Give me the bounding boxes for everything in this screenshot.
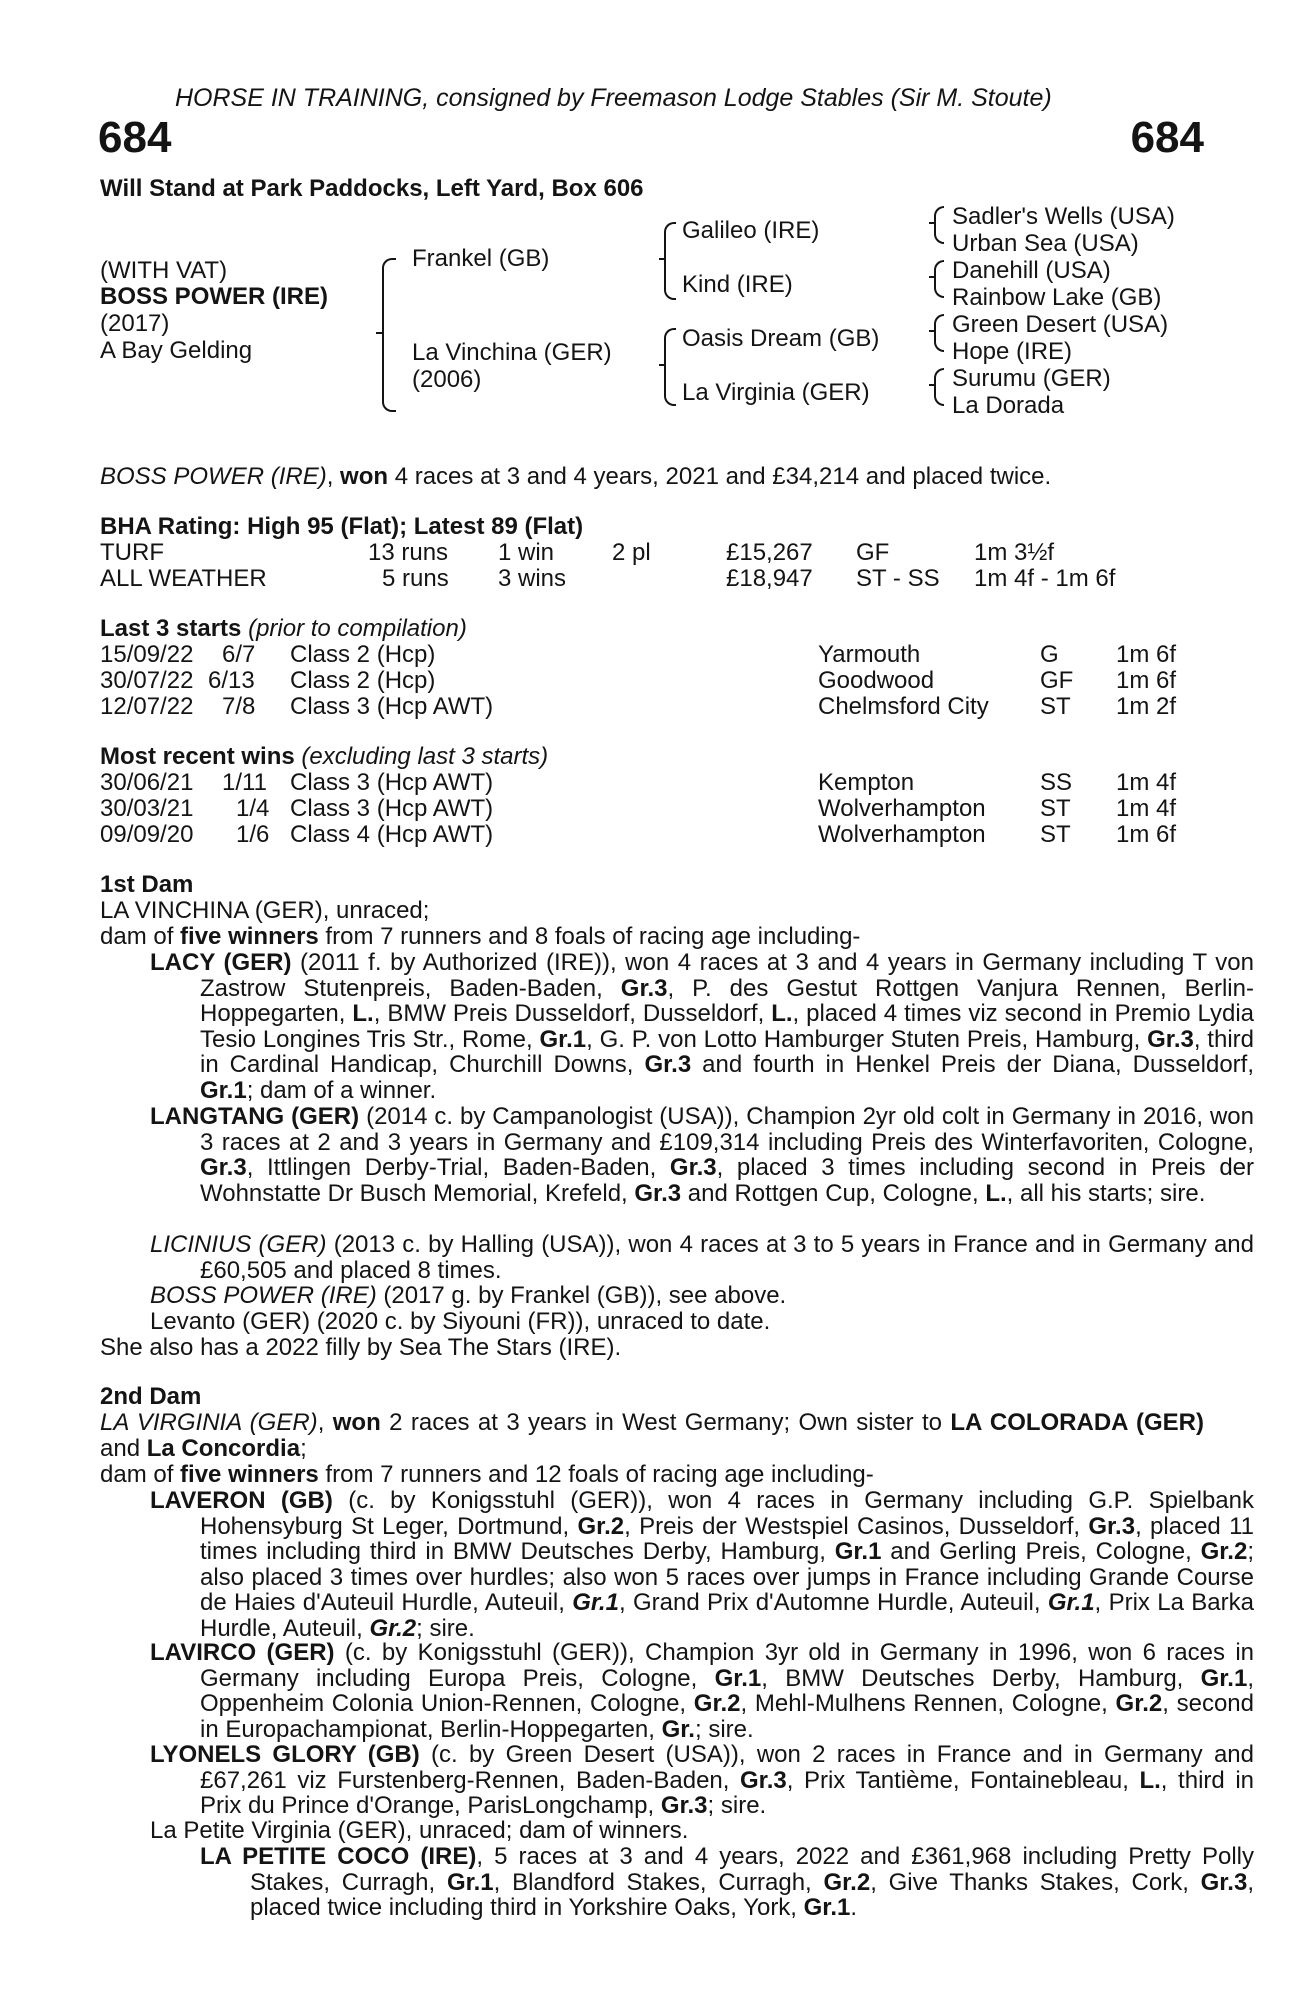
bha-surface: ALL WEATHER	[100, 565, 267, 592]
filly-note: She also has a 2022 filly by Sea The Stars (IRE).	[100, 1334, 622, 1361]
text: , third in Cardinal Handicap, Churchill Downs,	[200, 1025, 1254, 1079]
pedigree-g8: La Dorada	[952, 392, 1065, 419]
win-distance: 1m 4f	[1116, 795, 1177, 822]
grade: Gr.1	[1200, 1664, 1248, 1692]
text: , placed 11 times including third in BMW Deutsches Derby, Hamburg,	[200, 1512, 1254, 1566]
horse-name: BOSS POWER (IRE)	[100, 283, 329, 310]
grade: Gr.2	[693, 1690, 741, 1718]
produce-entry-licinius	[150, 1232, 1254, 1283]
grade: Gr.1	[714, 1664, 762, 1692]
text: ; sire.	[694, 1715, 754, 1743]
grade: Gr.3	[634, 1179, 682, 1207]
pedigree-bracket-sire	[664, 222, 676, 300]
text: , G. P. von Lotto Hamburger Stuten Preis, Hamburg,	[586, 1025, 1148, 1053]
text: , BMW Preis Dusseldorf, Dusseldorf,	[373, 1000, 772, 1028]
produce-name: LA PETITE COCO (IRE)	[200, 1843, 477, 1870]
text: , Grand Prix d'Automne Hurdle, Auteuil,	[618, 1589, 1048, 1617]
first-dam-name: LA VINCHINA (GER), unraced;	[100, 897, 430, 924]
text: (2011 f. by Authorized (IRE)), won 4 races at 3 and 4 years in Germany including T von Zastrow Stutenpreis, Baden-Baden,	[200, 949, 1254, 1002]
text: dam of	[100, 923, 181, 950]
grade: Gr.3	[740, 1766, 787, 1794]
grade: Gr.2	[369, 1614, 417, 1642]
start-date: 30/07/22	[100, 667, 194, 694]
produce-entry-levanto: Levanto (GER) (2020 c. by Siyouni (FR)), unraced to date.	[150, 1308, 771, 1335]
first-dam-produce-summary	[100, 924, 860, 950]
produce-entry-langtang	[150, 1104, 1254, 1206]
pedigree-g1: Sadler's Wells (USA)	[952, 203, 1175, 230]
win-course: Wolverhampton	[818, 821, 986, 848]
text: ; sire.	[707, 1792, 767, 1820]
bha-distance: 1m 4f - 1m 6f	[974, 565, 1116, 592]
produce-entry-la-petite-virginia: La Petite Virginia (GER), unraced; dam of winners.	[150, 1817, 689, 1844]
summary-horse-name: BOSS POWER (IRE)	[100, 463, 327, 490]
start-distance: 1m 2f	[1116, 693, 1177, 720]
race-summary: BOSS POWER (IRE), won 4 races at 3 and 4 years, 2021 and £34,214 and placed twice.	[100, 463, 1052, 490]
text: from 7 runners and 8 foals of racing age including-	[318, 923, 861, 950]
text: (c. by Green Desert (USA)), won 2 races in France and in Germany and £67,261 viz Furstenberg-Rennen, Baden-Baden,	[200, 1741, 1254, 1794]
win-going: ST	[1040, 795, 1071, 822]
start-going: G	[1040, 641, 1059, 668]
first-dam-title: 1st Dam	[100, 871, 194, 898]
grade: Gr.1	[1047, 1589, 1095, 1617]
last-starts-heading	[100, 616, 467, 642]
text: (2017 g. by Frankel (GB)), see above.	[376, 1282, 787, 1309]
lot-number-right: 684	[1130, 113, 1204, 162]
text: ; dam of a winner.	[246, 1076, 437, 1104]
produce-name: LYONELS GLORY (GB)	[150, 1741, 420, 1768]
start-position: 6/7	[222, 641, 256, 668]
bha-surface: TURF	[100, 539, 164, 566]
last-starts-note: (prior to compilation)	[241, 615, 467, 642]
second-dam-name: LA VIRGINIA (GER)	[100, 1409, 318, 1436]
pedigree-bracket-main	[382, 258, 396, 412]
win-distance: 1m 6f	[1116, 821, 1177, 848]
pedigree-g2: Urban Sea (USA)	[952, 230, 1139, 257]
grade: Gr.3	[1200, 1868, 1248, 1896]
bha-prize: £18,947	[726, 565, 813, 592]
start-date: 12/07/22	[100, 693, 194, 720]
start-class: Class 2 (Hcp)	[290, 667, 436, 694]
pedigree-bracket-sire-tip	[659, 258, 665, 260]
win-class: Class 3 (Hcp AWT)	[290, 769, 494, 796]
sister-name: LA COLORADA (GER)	[950, 1409, 1204, 1436]
second-dam-summary	[100, 1410, 1204, 1461]
grade: L.	[985, 1179, 1007, 1207]
pedigree-dam: La Vinchina (GER)	[412, 339, 612, 366]
pedigree-bracket-dam-tip	[659, 364, 665, 366]
grade: Gr.3	[669, 1154, 717, 1182]
second-dam-produce-summary	[100, 1462, 874, 1488]
grade: Gr.3	[1147, 1025, 1194, 1053]
grade: Gr.1	[803, 1894, 851, 1922]
bha-rating-title: BHA Rating: High 95 (Flat); Latest 89 (Flat)	[100, 513, 584, 540]
win-course: Wolverhampton	[818, 795, 986, 822]
text: ;	[300, 1434, 307, 1462]
text: , second in Europachampionat, Berlin-Hoppegarten,	[200, 1690, 1254, 1743]
produce-name: LACY (GER)	[150, 949, 292, 976]
win-class: Class 3 (Hcp AWT)	[290, 795, 494, 822]
start-date: 15/09/22	[100, 641, 194, 668]
text: , Preis der Westspiel Casinos, Dusseldorf,	[624, 1512, 1089, 1540]
bha-runs: 13 runs	[368, 539, 449, 566]
grade: Gr.1	[572, 1589, 619, 1617]
start-distance: 1m 6f	[1116, 641, 1177, 668]
win-going: SS	[1040, 769, 1073, 796]
text: (c. by Konigsstuhl (GER)), won 4 races in Germany including G.P. Spielbank Hohensyburg St Leger, Dortmund,	[200, 1487, 1254, 1540]
produce-entry-laveron	[150, 1488, 1254, 1642]
recent-wins-title: Most recent wins	[100, 743, 295, 770]
start-position: 7/8	[222, 693, 256, 720]
bha-prize: £15,267	[726, 539, 813, 566]
pedigree-g3: Danehill (USA)	[952, 257, 1111, 284]
win-course: Kempton	[818, 769, 915, 796]
start-distance: 1m 6f	[1116, 667, 1177, 694]
grade: Gr.2	[823, 1868, 871, 1896]
pedigree-bracket-g1	[934, 206, 944, 244]
produce-entry-lyonels-glory	[150, 1742, 1254, 1819]
pedigree-bracket-g2-tip	[929, 276, 935, 278]
text: and fourth in Henkel Preis der Diana, Dusseldorf,	[691, 1051, 1254, 1079]
produce-entry-la-petite-coco	[200, 1844, 1254, 1921]
pedigree-bracket-g3-tip	[929, 330, 935, 332]
start-position: 6/13	[208, 667, 255, 694]
start-course: Yarmouth	[818, 641, 921, 668]
win-position: 1/11	[222, 769, 267, 796]
produce-name: BOSS POWER (IRE)	[150, 1282, 377, 1309]
won-label: won	[332, 1409, 381, 1436]
text: , Prix La Barka Hurdle, Auteuil,	[200, 1589, 1254, 1642]
text: and	[100, 1434, 147, 1462]
text: ; sire.	[416, 1614, 475, 1642]
consignor-line: HORSE IN TRAINING, consigned by Freemason Lodge Stables (Sir M. Stoute)	[175, 84, 1052, 112]
text: ; also placed 3 times over hurdles; also won 5 races over jumps in France including Grande Course de Haies d'Auteuil Hurdle, Auteuil,	[200, 1538, 1254, 1617]
text: (2013 c. by Halling (USA)), won 4 races at 3 to 5 years in France and in Germany and £60,505 and placed 8 times.	[200, 1231, 1255, 1284]
second-dam-title: 2nd Dam	[100, 1383, 202, 1410]
grade: Gr.1	[446, 1868, 494, 1896]
start-class: Class 2 (Hcp)	[290, 641, 436, 668]
summary-text: 4 races at 3 and 4 years, 2021 and £34,214 and placed twice.	[388, 463, 1052, 490]
bha-going: GF	[856, 539, 890, 566]
pedigree-bracket-g1-tip	[929, 222, 935, 224]
pedigree-dam-dam: La Virginia (GER)	[682, 379, 870, 406]
pedigree-bracket-g3	[934, 314, 944, 352]
text: , Give Thanks Stakes, Cork,	[870, 1868, 1201, 1896]
sister-name: La Concordia	[146, 1434, 301, 1462]
pedigree-bracket-g2	[934, 260, 944, 298]
pedigree-g5: Green Desert (USA)	[952, 311, 1169, 338]
grade: Gr.1	[200, 1076, 247, 1104]
text: and Gerling Preis, Cologne,	[881, 1538, 1201, 1566]
pedigree-sire-dam: Kind (IRE)	[682, 271, 793, 298]
win-date: 30/06/21	[100, 769, 194, 796]
grade: Gr.2	[1200, 1538, 1248, 1566]
pedigree-g7: Surumu (GER)	[952, 365, 1111, 392]
text: , Mehl-Mulhens Rennen, Cologne,	[740, 1690, 1116, 1718]
text: and Rottgen Cup, Cologne,	[681, 1179, 986, 1207]
bha-going: ST - SS	[856, 565, 940, 592]
lot-number-left: 684	[98, 113, 172, 162]
produce-name: LAVERON (GB)	[150, 1487, 333, 1514]
grade: L.	[771, 1000, 793, 1028]
pedigree-sire: Frankel (GB)	[412, 245, 550, 272]
stable-location: Will Stand at Park Paddocks, Left Yard, Box 606	[100, 175, 644, 202]
win-position: 1/4	[236, 795, 270, 822]
text: , Ittlingen Derby-Trial, Baden-Baden,	[246, 1154, 670, 1182]
text: .	[850, 1894, 858, 1922]
produce-entry-boss-power	[150, 1283, 786, 1309]
bha-wins: 1 win	[498, 539, 555, 566]
produce-name: LAVIRCO (GER)	[150, 1639, 335, 1666]
pedigree-bracket-dam	[664, 328, 676, 406]
text: (c. by Konigsstuhl (GER)), Champion 3yr old in Germany in 1996, won 6 races in Germany including Europa Preis, Cologne,	[200, 1639, 1255, 1692]
bha-placed: 2 pl	[612, 539, 651, 566]
grade: Gr.1	[834, 1538, 882, 1566]
grade: Gr.2	[1115, 1690, 1163, 1718]
text: 2 races at 3 years in West Germany; Own sister to	[380, 1409, 951, 1436]
text: , BMW Deutsches Derby, Hamburg,	[761, 1664, 1201, 1692]
text: , Prix Tantième, Fontainebleau,	[786, 1766, 1140, 1794]
text: , 5 races at 3 and 4 years, 2022 and £361,968 including Pretty Polly Stakes, Curragh,	[250, 1843, 1255, 1896]
horse-description: A Bay Gelding	[100, 337, 253, 364]
text: from 7 runners and 12 foals of racing age including-	[318, 1461, 874, 1488]
grade: L.	[352, 1000, 374, 1028]
win-going: ST	[1040, 821, 1071, 848]
pedigree-g4: Rainbow Lake (GB)	[952, 284, 1162, 311]
produce-name: LANGTANG (GER)	[150, 1103, 360, 1130]
grade: Gr.3	[660, 1792, 708, 1820]
start-going: ST	[1040, 693, 1071, 720]
pedigree-sire-sire: Galileo (IRE)	[682, 217, 820, 244]
start-class: Class 3 (Hcp AWT)	[290, 693, 494, 720]
summary-won: won	[340, 463, 389, 490]
text: , P. des Gestut Rottgen Vanjura Rennen, Berlin-Hoppegarten,	[200, 974, 1254, 1028]
win-date: 30/03/21	[100, 795, 194, 822]
win-position: 1/6	[236, 821, 270, 848]
text: , Blandford Stakes, Curragh,	[493, 1868, 824, 1896]
grade: Gr.3	[200, 1154, 247, 1182]
recent-wins-note: (excluding last 3 starts)	[294, 743, 549, 770]
text: , Oppenheim Colonia Union-Rennen, Cologne,	[200, 1664, 1254, 1718]
recent-wins-heading	[100, 744, 548, 770]
produce-entry-lavirco	[150, 1640, 1254, 1742]
pedigree-bracket-main-tip	[376, 332, 382, 334]
start-going: GF	[1040, 667, 1074, 694]
win-distance: 1m 4f	[1116, 769, 1177, 796]
text: ,	[317, 1409, 333, 1436]
start-course: Chelmsford City	[818, 693, 989, 720]
grade: Gr.1	[539, 1025, 587, 1053]
bha-distance: 1m 3½f	[974, 539, 1055, 566]
vat-note: (WITH VAT)	[100, 257, 228, 284]
pedigree-bracket-g4	[934, 368, 944, 406]
pedigree-dam-sire: Oasis Dream (GB)	[682, 325, 880, 352]
text: , third in Prix du Prince d'Orange, ParisLongchamp,	[200, 1766, 1255, 1820]
text: , placed 3 times including second in Preis der Wohnstatte Dr Busch Memorial, Krefeld,	[200, 1154, 1255, 1207]
winners-count: five winners	[180, 1461, 319, 1488]
start-course: Goodwood	[818, 667, 935, 694]
grade: Gr.2	[577, 1512, 625, 1540]
pedigree-bracket-g4-tip	[929, 384, 935, 386]
winners-count: five winners	[180, 923, 319, 950]
grade: Gr.3	[620, 974, 668, 1002]
pedigree-dam-year: (2006)	[412, 366, 482, 393]
text: (2014 c. by Campanologist (USA)), Champion 2yr old colt in Germany in 2016, won 3 races at 2 and 3 years in Germany and £109,314 including Preis des Winterfavoriten, Cologne,	[200, 1103, 1254, 1156]
produce-entry-lacy	[150, 950, 1254, 1104]
text: , placed twice including third in Yorkshire Oaks, York,	[250, 1868, 1254, 1922]
text: dam of	[100, 1461, 181, 1488]
pedigree-g6: Hope (IRE)	[952, 338, 1073, 365]
bha-wins: 3 wins	[498, 565, 567, 592]
last-starts-title: Last 3 starts	[100, 615, 242, 642]
win-class: Class 4 (Hcp AWT)	[290, 821, 494, 848]
win-date: 09/09/20	[100, 821, 194, 848]
grade: Gr.	[661, 1715, 695, 1743]
bha-runs: 5 runs	[382, 565, 449, 592]
grade: L.	[1139, 1766, 1161, 1794]
text: , all his starts; sire.	[1006, 1179, 1206, 1207]
grade: Gr.3	[644, 1051, 692, 1079]
text: , placed 4 times viz second in Premio Lydia Tesio Longines Tris Str., Rome,	[200, 1000, 1255, 1053]
horse-year: (2017)	[100, 310, 170, 337]
produce-name: LICINIUS (GER)	[150, 1231, 327, 1258]
grade: Gr.3	[1088, 1512, 1136, 1540]
